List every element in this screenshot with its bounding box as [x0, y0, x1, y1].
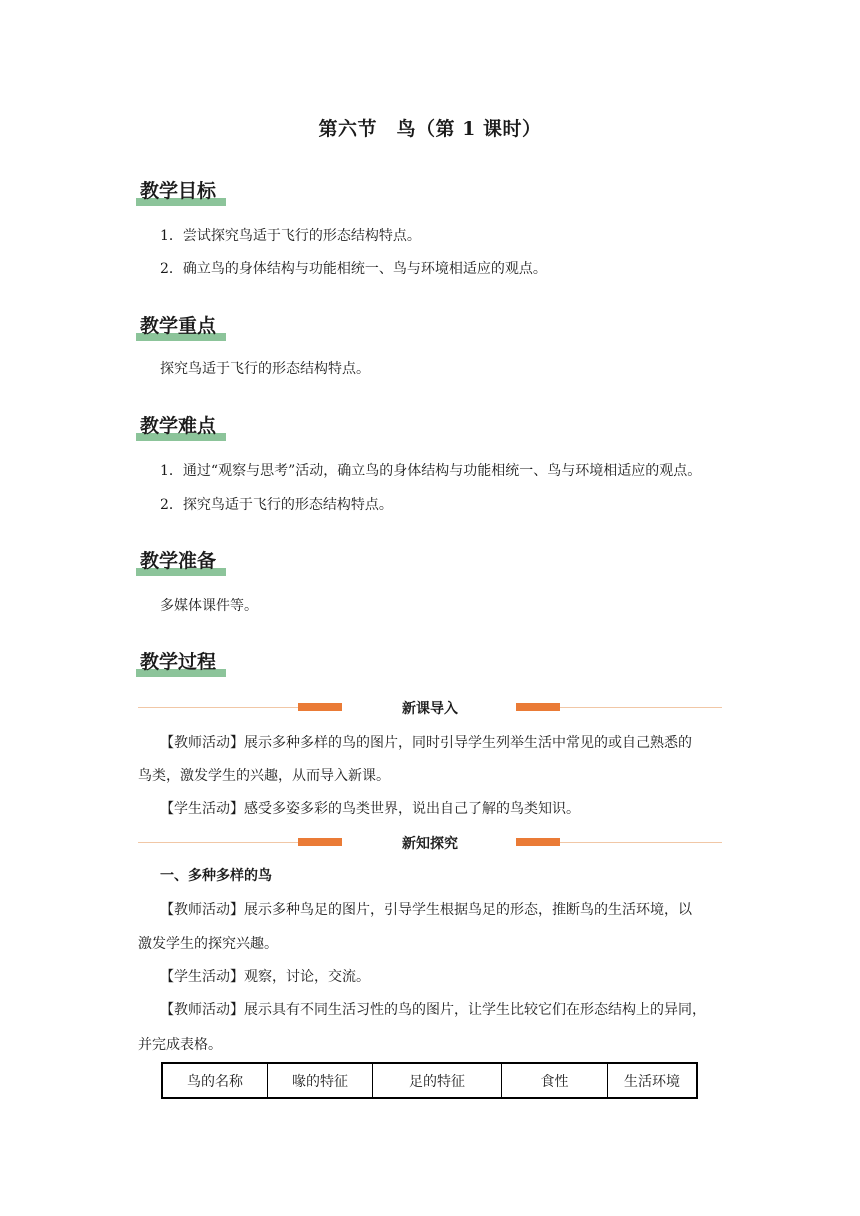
divider-label: 新知探究: [402, 836, 458, 852]
table-header-cell: 食性: [502, 1063, 608, 1098]
section-heading-label: 教学目标: [140, 180, 217, 202]
divider-explore: [138, 831, 722, 855]
section-heading-preparation: [136, 546, 216, 576]
teacher-activity: 【教师活动】展示多种多样的鸟的图片，同时引导学生列举生活中常见的或自己熟悉的: [160, 735, 692, 751]
section-heading-process: [136, 647, 216, 677]
divider-line: [560, 842, 722, 843]
table-header-cell: 生活环境: [608, 1063, 698, 1098]
page-title: 第六节 鸟（第 1 课时）: [318, 118, 542, 140]
goal-item: 1．尝试探究鸟适于飞行的形态结构特点。: [160, 228, 421, 244]
teacher-activity: 【教师活动】展示多种鸟足的图片，引导学生根据鸟足的形态，推断鸟的生活环境，以: [160, 902, 692, 918]
divider-intro: [138, 696, 722, 720]
section-heading-goals: [136, 176, 216, 206]
section-heading-label: 教学过程: [140, 651, 217, 673]
section-heading-key-points: [136, 311, 216, 341]
teacher-activity: 【教师活动】展示具有不同生活习性的鸟的图片，让学生比较它们在形态结构上的异同，: [160, 1002, 706, 1018]
bird-comparison-table: [161, 1062, 698, 1099]
section-heading-label: 教学重点: [140, 315, 217, 337]
table-header-cell: 鸟的名称: [162, 1063, 268, 1098]
student-activity: 【学生活动】观察，讨论，交流。: [160, 969, 370, 985]
difficulty-item: 1．通过“观察与思考”活动，确立鸟的身体结构与功能相统一、鸟与环境相适应的观点。: [160, 463, 702, 479]
section-heading-label: 教学难点: [140, 415, 217, 437]
goal-item: 2．确立鸟的身体结构与功能相统一、鸟与环境相适应的观点。: [160, 261, 547, 277]
divider-label: 新课导入: [402, 701, 458, 717]
student-activity: 【学生活动】感受多姿多彩的鸟类世界，说出自己了解的鸟类知识。: [160, 801, 580, 817]
section-heading-difficulties: [136, 411, 216, 441]
key-point-text: 探究鸟适于飞行的形态结构特点。: [160, 361, 370, 377]
teacher-activity-cont: 鸟类，激发学生的兴趣，从而导入新课。: [138, 768, 390, 784]
difficulty-item: 2．探究鸟适于飞行的形态结构特点。: [160, 497, 393, 513]
table-header-cell: 喙的特征: [268, 1063, 373, 1098]
teacher-activity-cont: 并完成表格。: [138, 1037, 222, 1053]
section-heading-label: 教学准备: [140, 550, 217, 572]
divider-block: [516, 703, 560, 711]
subheading: 一、多种多样的鸟: [160, 868, 272, 884]
divider-block: [516, 838, 560, 846]
preparation-text: 多媒体课件等。: [160, 598, 258, 614]
divider-line: [560, 707, 722, 708]
teacher-activity-cont: 激发学生的探究兴趣。: [138, 936, 278, 952]
table-header-cell: 足的特征: [373, 1063, 502, 1098]
table-header-row: [162, 1063, 697, 1098]
